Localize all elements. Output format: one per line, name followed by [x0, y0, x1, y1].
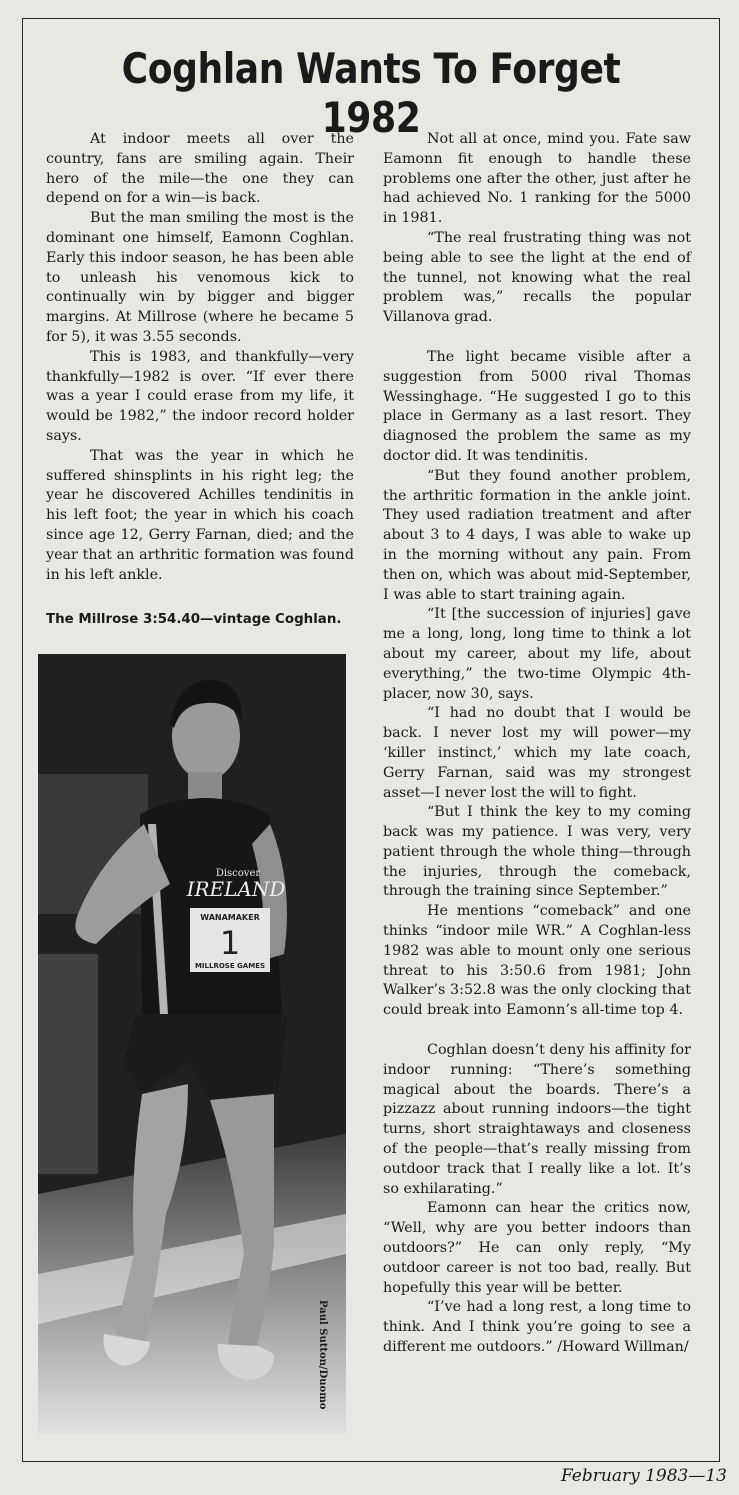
- shirt-brand-top: Discover: [215, 868, 261, 879]
- paragraph: “The real frustrating thing was not being able to see the light at the end of the tunnel, not knowing what the real problem was,” recalls the popular Villanova grad.: [383, 229, 691, 326]
- paragraph: But the man smiling the most is the dominant one himself, Eamonn Coghlan. Early this indoor season, he has been able to unleash his venomous kick to continually win by bigger and bigger margins. At Millrose (where he became 5 for 5), it was 3.55 seconds.: [46, 210, 354, 345]
- photo-credit: Paul Sutton/Duomo: [317, 1300, 328, 1410]
- right-column: [383, 130, 691, 1358]
- paragraph: “I had no doubt that I would be back. I never lost my will power—my ‘killer instinct,’ which my late coach, Gerry Farnan, said was my strongest asset—I never lost the will to fight.: [383, 705, 691, 801]
- paragraph: “But they found another problem, the arthritic formation in the ankle joint. They used radiation treatment and after about 3 to 4 days, I was able to wake up in the morning without any pain. From then on, which was about mid-September, I was able to start training again.: [383, 467, 691, 603]
- article-title: Coghlan Wants To Forget 1982: [121, 44, 621, 142]
- paragraph: Not all at once, mind you. Fate saw Eamonn fit enough to handle these problems one after the other, just after he had achieved No. 1 ranking for the 5000 in 1981.: [383, 131, 691, 227]
- bib-number: 1: [219, 924, 241, 962]
- paragraph: This is 1983, and thankfully—very thankfully—1982 is over. “If ever there was a year I could erase from my life, it would be 1982,” the indoor record holder says.: [46, 348, 354, 444]
- page-footer: February 1983—13: [560, 1466, 727, 1486]
- paragraph: Coghlan doesn’t deny his affinity for indoor running: “There’s something magical about the boards. There’s a pizzazz about running indoors—the tight turns, short straightaways and closeness of the people—that’s really missing from outdoor track that I really like a lot. It’s so exhilarating.”: [383, 1042, 691, 1197]
- photo-caption: The Millrose 3:54.40—vintage Coghlan.: [46, 612, 342, 627]
- bib-bottom-text: MILLROSE GAMES: [194, 962, 266, 970]
- shirt-brand: IRELAND: [186, 877, 286, 901]
- paragraph: He mentions “comeback” and one thinks “indoor mile WR.” A Coghlan-less 1982 was able to mount only one serious threat to his 3:50.6 from 1981; John Walker’s 3:52.8 was the only clocking that could break into Eamonn’s all-time top 4.: [383, 903, 691, 1019]
- left-column: [46, 130, 354, 585]
- paragraph: The light became visible after a suggestion from 5000 rival Thomas Wessinghage. “He suggested I go to this place in Germany as a last resort. They diagnosed the problem the same as my doctor did. It was tendinitis.: [383, 348, 691, 464]
- paragraph: That was the year in which he suffered shinsplints in his right leg; the year he discovered Achilles tendinitis in his left foot; the year in which his coach since age 12, Gerry Farnan, died; and the year that an arthritic formation was found in his left ankle.: [46, 447, 354, 583]
- paragraph: “It [the succession of injuries] gave me a long, long, long time to think a lot about my career, about my life, about everything,” the two-time Olympic 4th-placer, now 30, says.: [383, 606, 691, 702]
- bib-top-text: WANAMAKER: [200, 913, 260, 922]
- paragraph: “But I think the key to my coming back was my patience. I was very, very patient through the whole thing—through the injuries, through the comeback, through the training since September.”: [383, 804, 691, 900]
- runner-photo: [38, 654, 346, 1434]
- paragraph: At indoor meets all over the country, fans are smiling again. Their hero of the mile—the one they can depend on for a win—is back.: [46, 131, 354, 207]
- paragraph: Eamonn can hear the critics now, “Well, why are you better indoors than outdoors?” He can only reply, “My outdoor career is not too bad, really. But hopefully this year will be better.: [383, 1200, 691, 1296]
- paragraph: “I’ve had a long rest, a long time to think. And I think you’re going to see a different me outdoors.” /Howard Willman/: [383, 1299, 691, 1356]
